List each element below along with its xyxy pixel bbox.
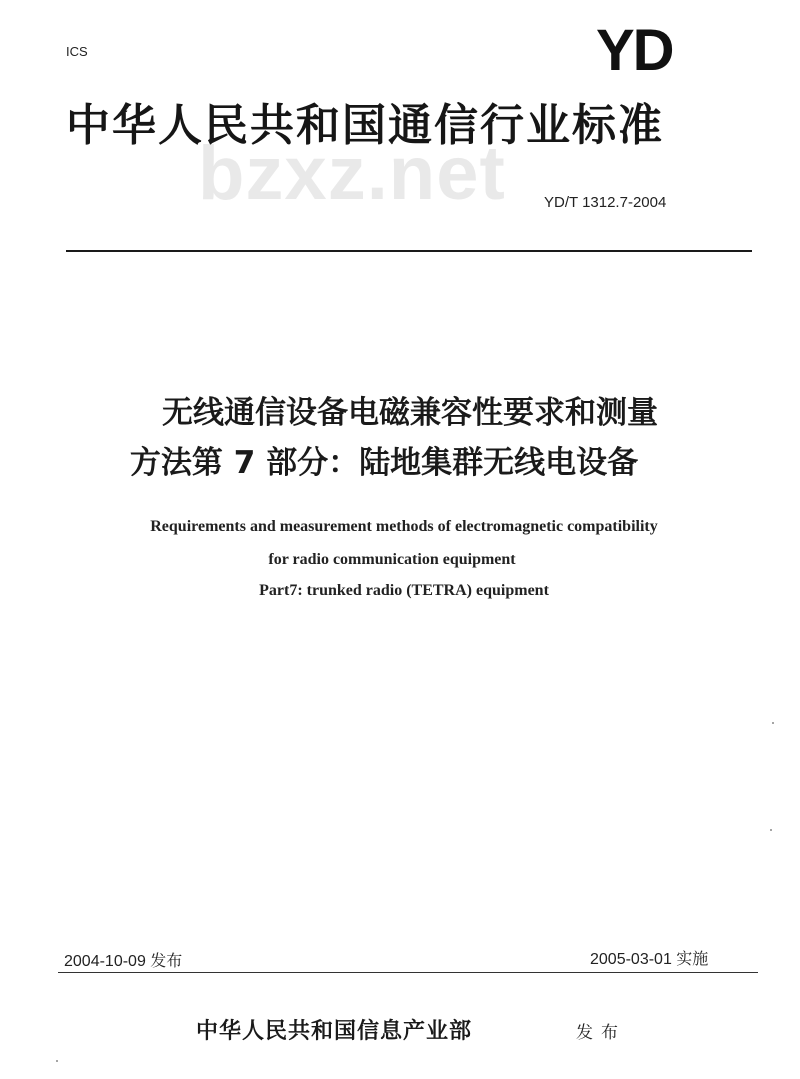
scan-speck: [772, 722, 774, 724]
org-title: 中华人民共和国通信行业标准: [66, 100, 664, 151]
header-divider: [66, 250, 752, 252]
en-title-line-1: Requirements and measurement methods of electromagnetic compatibility: [150, 518, 658, 535]
ics-label: ICS: [66, 44, 88, 59]
en-title-line-2: for radio communication equipment: [268, 551, 516, 568]
implement-date: 2005-03-01 实施: [590, 951, 709, 968]
issuer-name: 中华人民共和国信息产业部: [196, 1018, 473, 1044]
footer-divider: [58, 972, 758, 973]
standard-number: YD/T 1312.7-2004: [544, 194, 667, 211]
en-title-line-3: Part7: trunked radio (TETRA) equipment: [259, 582, 549, 599]
issuer-action: 发布: [576, 1023, 626, 1043]
scan-speck: [770, 829, 772, 831]
watermark: bzxz.net: [198, 131, 506, 216]
cn-title-line-2: 方法第 7 部分：陆地集群无线电设备: [129, 445, 639, 481]
cn-title-line-1: 无线通信设备电磁兼容性要求和测量: [162, 395, 658, 431]
scan-speck: [56, 1060, 58, 1062]
issue-date: 2004-10-09 发布: [64, 953, 183, 970]
yd-logo: YD: [596, 18, 673, 83]
